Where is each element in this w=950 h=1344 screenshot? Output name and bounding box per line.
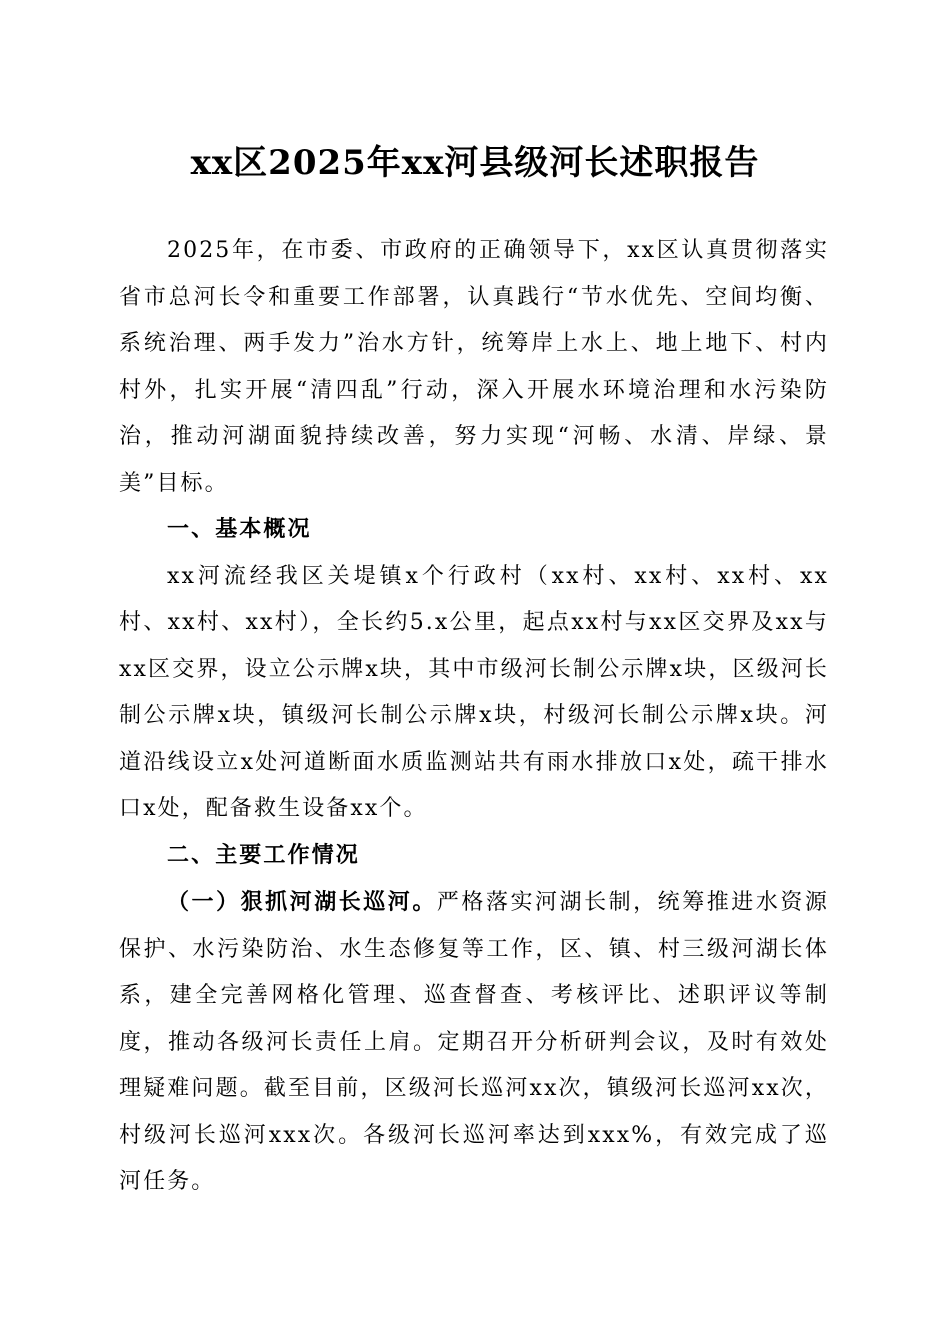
document-body	[119, 228, 829, 1206]
work-item-lead: （一）狠抓河湖长巡河。	[167, 889, 437, 915]
overview-paragraph: xx河流经我区关堤镇x个行政村（xx村、xx村、xx村、xx村、xx村、xx村），全长约5.x公里，起点xx村与xx区交界及xx与xx区交界，设立公示牌x块，其中市级河长制公示牌x块，区级河长制公示牌x块，镇级河长制公示牌x块，村级河长制公示牌x块。河道沿线设立x处河道断面水质监测站共有雨水排放口x处，疏干排水口x处，配备救生设备xx个。	[119, 563, 829, 821]
work-item-text: 严格落实河湖长制，统筹推进水资源保护、水污染防治、水生态修复等工作，区、镇、村三级河湖长体系，建全完善网格化管理、巡查督查、考核评比、述职评议等制度，推动各级河长责任上肩。定期召开分析研判会议，及时有效处理疑难问题。截至目前，区级河长巡河xx次，镇级河长巡河xx次，村级河长巡河xxx次。各级河长巡河率达到xxx%，有效完成了巡河任务。	[119, 890, 829, 1194]
section-heading-main-work: 二、主要工作情况	[167, 842, 360, 868]
section-heading-overview: 一、基本概况	[167, 517, 312, 542]
document-title: xx区2025年xx河县级河长述职报告	[190, 143, 760, 183]
intro-paragraph: 2025年，在市委、市政府的正确领导下，xx区认真贯彻落实省市总河长令和重要工作部署，认真践行“节水优先、空间均衡、系统治理、两手发力”治水方针，统筹岸上水上、地上地下、村内村外，扎实开展“清四乱”行动，深入开展水环境治理和水污染防治，推动河湖面貌持续改善，努力实现“河畅、水清、岸绿、景美”目标。	[119, 238, 829, 496]
work-item-paragraph	[119, 879, 829, 1206]
